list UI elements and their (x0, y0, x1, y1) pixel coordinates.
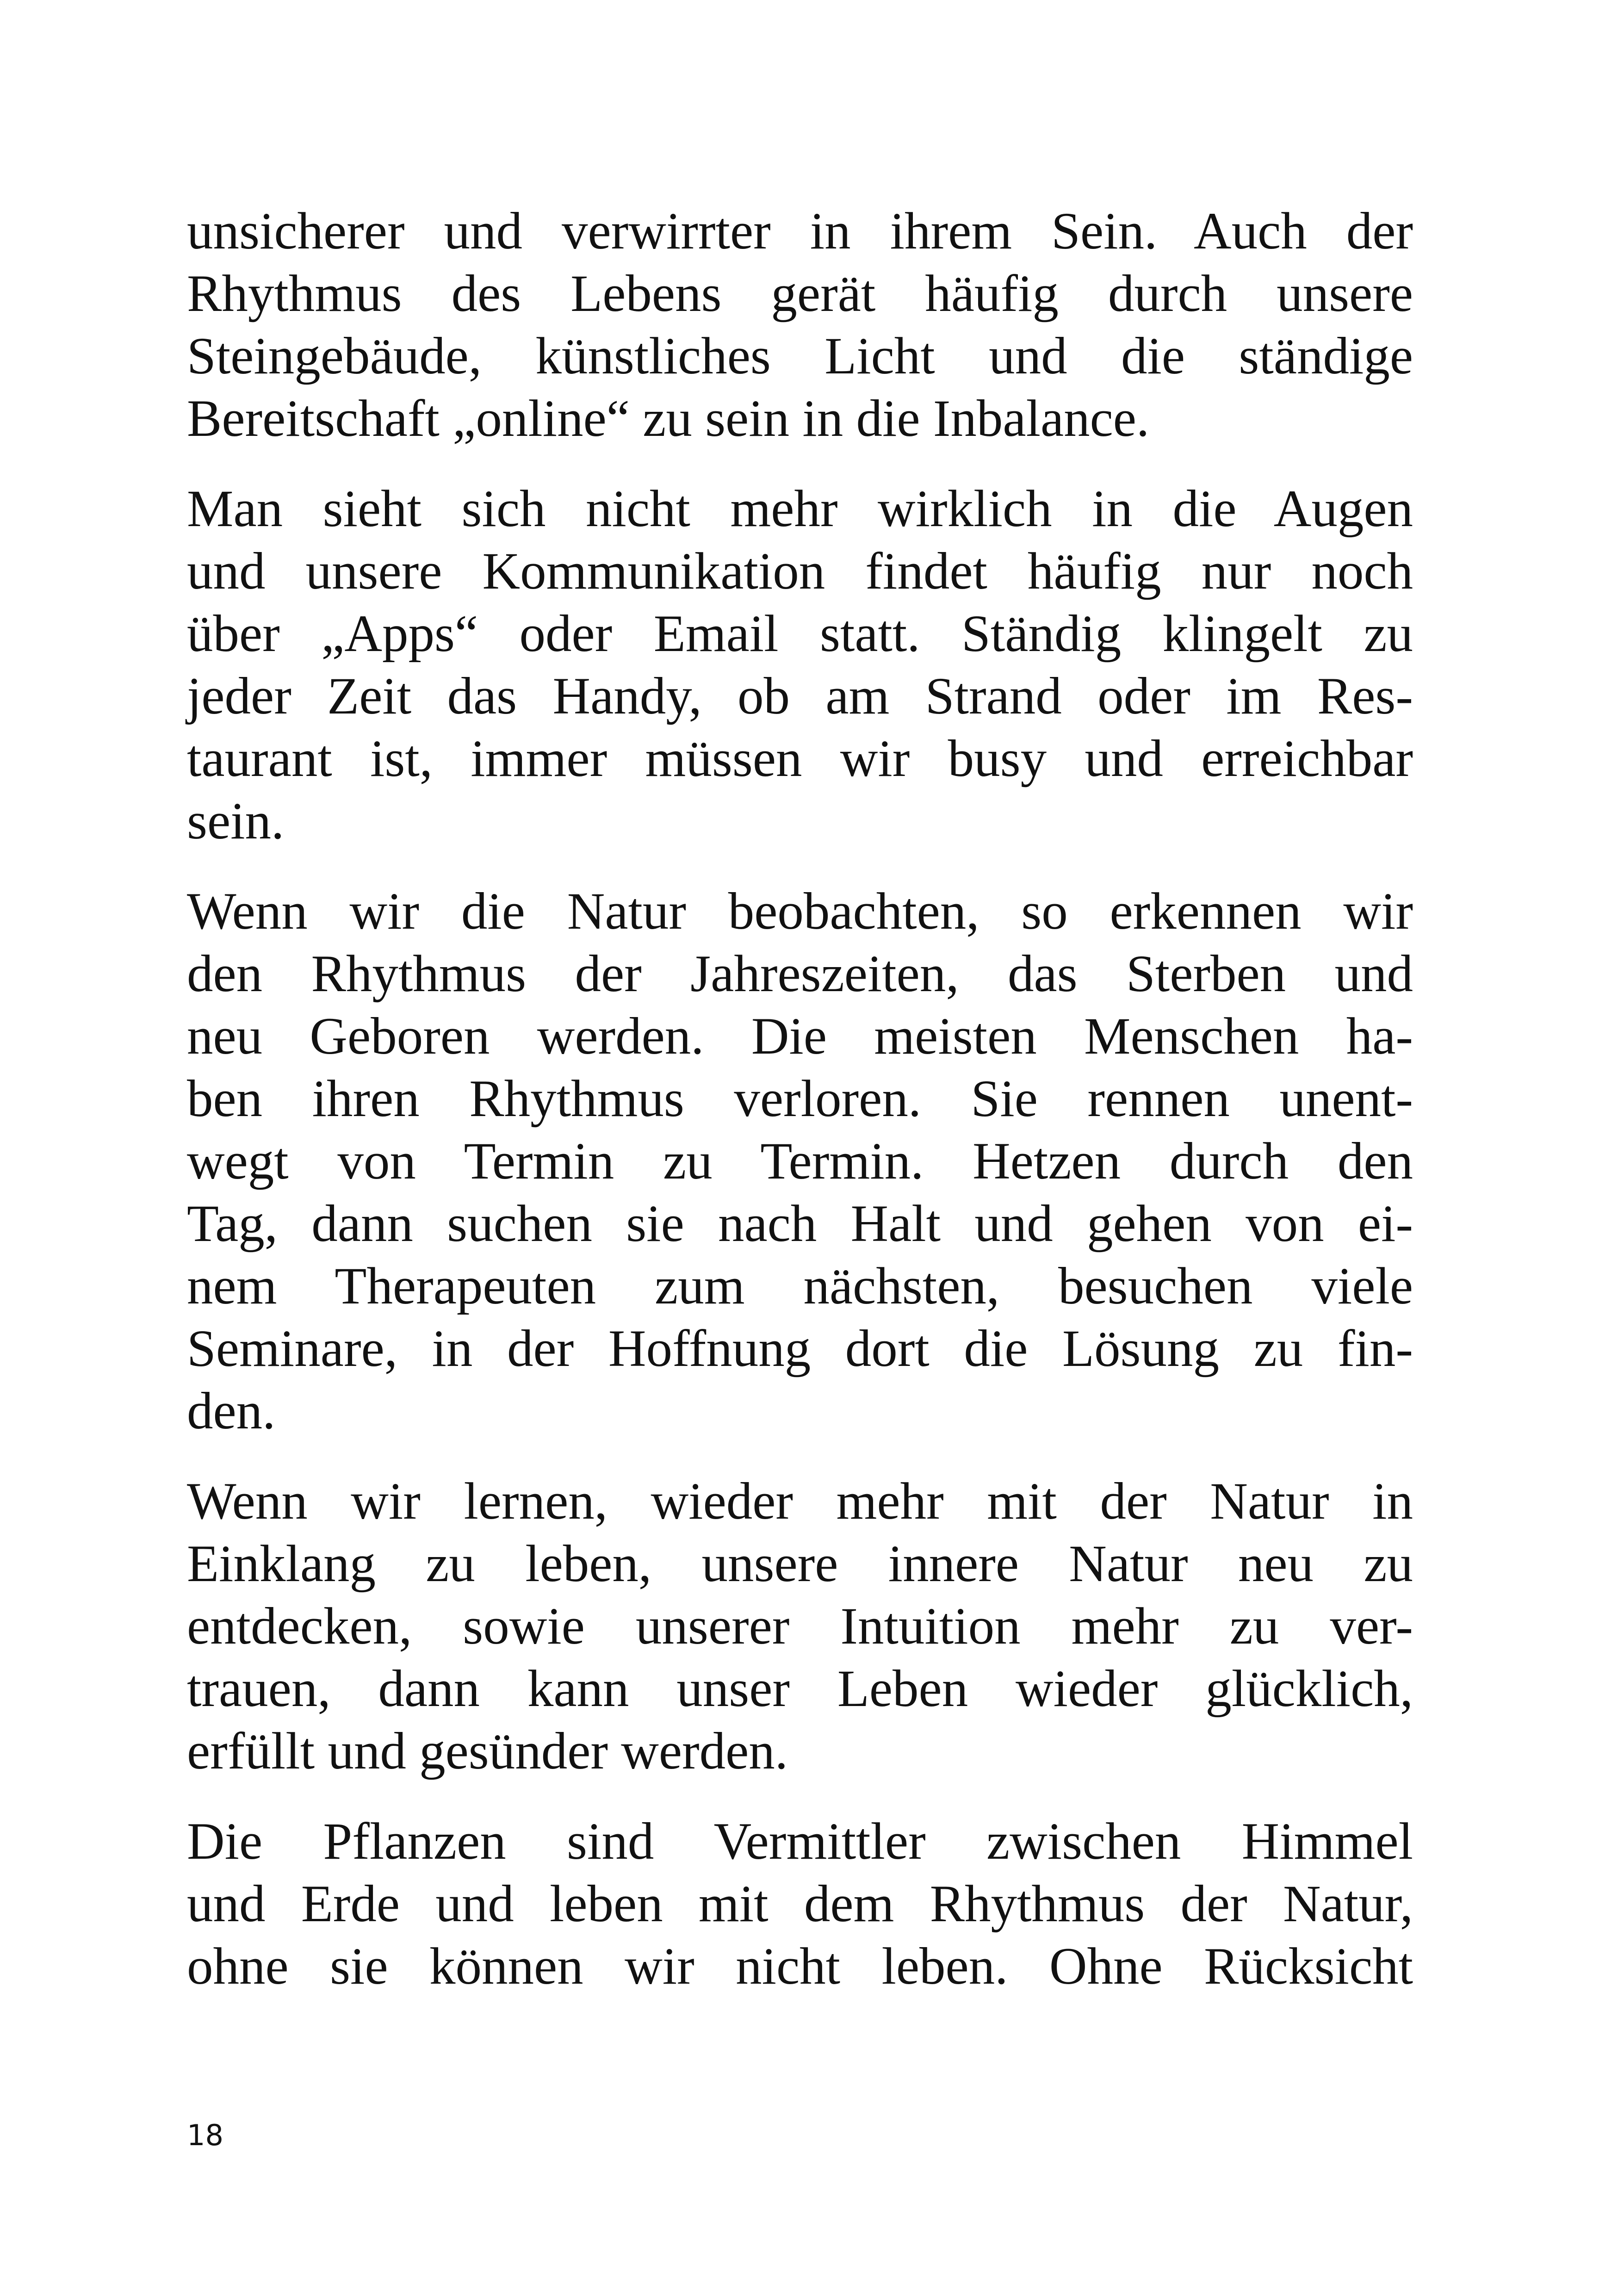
text-line: ohne sie können wir nicht leben. Ohne Rücksicht (187, 1937, 1413, 1995)
text-line: den. (187, 1382, 276, 1440)
text-line: und Erde und leben mit dem Rhythmus der Natur, (187, 1875, 1413, 1933)
text-line: Seminare, in der Hoffnung dort die Lösung zu fin- (187, 1320, 1413, 1378)
paragraph-1 (187, 200, 1413, 450)
text-line: entdecken, sowie unserer Intuition mehr zu ver- (187, 1597, 1413, 1655)
text-line: Rhythmus des Lebens gerät häufig durch unsere (187, 265, 1413, 323)
text-line: neu Geboren werden. Die meisten Menschen ha- (187, 1007, 1413, 1065)
text-line: Man sieht sich nicht mehr wirklich in die Augen (187, 480, 1413, 538)
paragraph-5 (187, 1810, 1413, 1998)
text-line: und unsere Kommunikation findet häufig nur noch (187, 542, 1413, 600)
text-line: ben ihren Rhythmus verloren. Sie rennen unent- (187, 1070, 1413, 1128)
text-line: Tag, dann suchen sie nach Halt und gehen von ei- (187, 1195, 1413, 1253)
text-line: nem Therapeuten zum nächsten, besuchen viele (187, 1257, 1413, 1315)
text-line: sein. (187, 792, 285, 850)
text-line: Einklang zu leben, unsere innere Natur neu zu (187, 1535, 1413, 1593)
text-line: über „Apps“ oder Email statt. Ständig klingelt zu (187, 605, 1413, 663)
paragraph-4 (187, 1470, 1413, 1782)
page-number: 18 (187, 2118, 223, 2152)
text-line: Steingebäude, künstliches Licht und die ständige (187, 327, 1413, 385)
text-line: erfüllt und gesünder werden. (187, 1722, 788, 1780)
paragraph-3 (187, 880, 1413, 1442)
text-line: trauen, dann kann unser Leben wieder glücklich, (187, 1660, 1413, 1718)
text-line: Wenn wir die Natur beobachten, so erkennen wir (187, 882, 1413, 940)
paragraph-2 (187, 478, 1413, 852)
text-line: Wenn wir lernen, wieder mehr mit der Natur in (187, 1472, 1413, 1530)
text-line: unsicherer und verwirrter in ihrem Sein. Auch der (187, 202, 1413, 260)
text-line: jeder Zeit das Handy, ob am Strand oder im Res- (187, 667, 1413, 725)
text-line: Die Pflanzen sind Vermittler zwischen Himmel (187, 1812, 1413, 1870)
text-line: den Rhythmus der Jahreszeiten, das Sterben und (187, 945, 1413, 1003)
text-line: Bereitschaft „online“ zu sein in die Inbalance. (187, 390, 1150, 447)
page-body (187, 200, 1413, 1998)
text-line: taurant ist, immer müssen wir busy und erreichbar (187, 730, 1413, 788)
text-line: wegt von Termin zu Termin. Hetzen durch den (187, 1132, 1413, 1190)
